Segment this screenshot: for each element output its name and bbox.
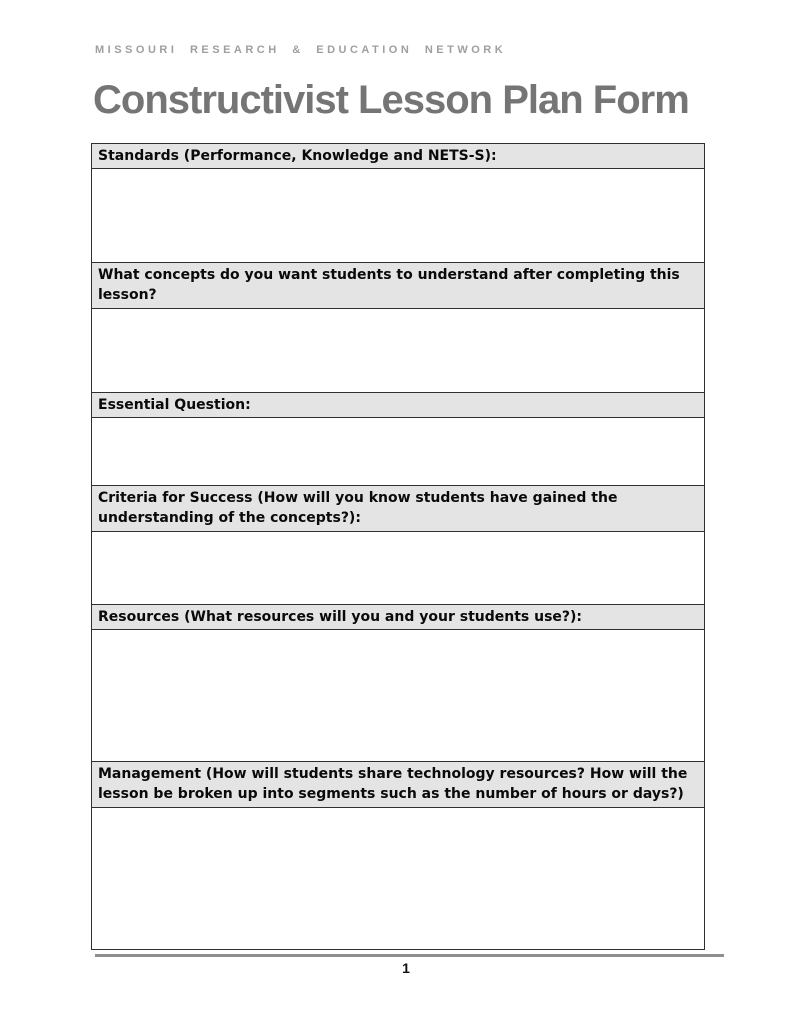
lesson-plan-form bbox=[91, 143, 705, 950]
essential-question-header: Essential Question: bbox=[92, 393, 704, 418]
essential-question-field[interactable] bbox=[92, 418, 704, 486]
network-label: MISSOURI RESEARCH & EDUCATION NETWORK bbox=[95, 44, 507, 56]
criteria-for-success-header: Criteria for Success (How will you know students have gained the understanding of the concepts?): bbox=[92, 486, 704, 532]
concepts-field[interactable] bbox=[92, 309, 704, 393]
management-field[interactable] bbox=[92, 808, 704, 949]
criteria-for-success-field[interactable] bbox=[92, 532, 704, 605]
footer-rule bbox=[95, 954, 724, 957]
management-header: Management (How will students share technology resources? How will the lesson be broken up into segments such as the number of hours or days?) bbox=[92, 762, 704, 808]
page-number: 1 bbox=[402, 960, 410, 976]
standards-header: Standards (Performance, Knowledge and NETS-S): bbox=[92, 144, 704, 169]
resources-field[interactable] bbox=[92, 630, 704, 762]
resources-header: Resources (What resources will you and your students use?): bbox=[92, 605, 704, 630]
page-title: Constructivist Lesson Plan Form bbox=[93, 78, 689, 122]
standards-field[interactable] bbox=[92, 169, 704, 263]
concepts-header: What concepts do you want students to understand after completing this lesson? bbox=[92, 263, 704, 309]
